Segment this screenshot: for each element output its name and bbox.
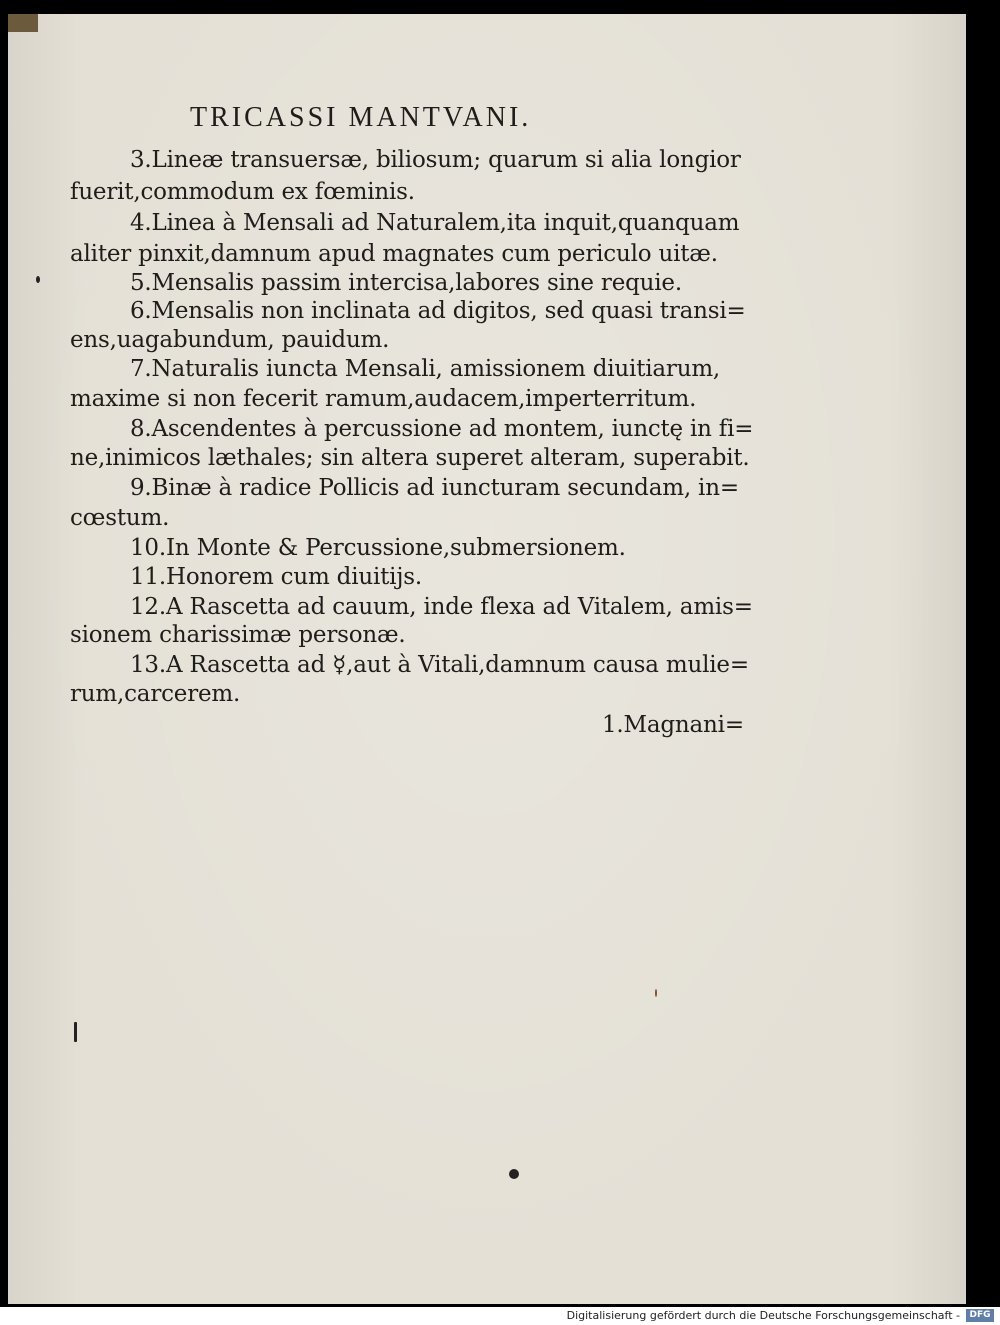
dfg-logo: DFG: [966, 1309, 994, 1322]
text-line-14: 10.In Monte & Percussione,submersionem.: [130, 535, 626, 561]
text-line-3: 4.Linea à Mensali ad Naturalem,ita inquit,quanquam: [130, 210, 740, 236]
text-line-11: ne,inimicos læthales; sin altera superet alteram, superabit.: [70, 445, 750, 471]
text-line-19: rum,carcerem.: [70, 681, 241, 707]
running-title: TRICASSI MANTVANI.: [190, 102, 532, 133]
ink-dot: [509, 1169, 519, 1179]
digitization-credit: Digitalisierung gefördert durch die Deutsche Forschungsgemeinschaft -: [566, 1309, 960, 1322]
text-line-9: maxime si non fecerit ramum,audacem,imperterritum.: [70, 386, 697, 412]
text-line-16: 12.A Rascetta ad cauum, inde flexa ad Vitalem, amis=: [130, 594, 753, 620]
text-line-2: fuerit,commodum ex fœminis.: [70, 179, 415, 205]
binding-edge: [8, 14, 38, 32]
text-line-5: 5.Mensalis passim intercisa,labores sine requie.: [130, 270, 682, 296]
ink-speck: [655, 989, 657, 997]
text-line-4: aliter pinxit,damnum apud magnates cum periculo uitæ.: [70, 241, 718, 267]
text-line-18: 13.A Rascetta ad ☿,aut à Vitali,damnum causa mulie=: [130, 652, 749, 678]
ink-speck: [74, 1022, 77, 1042]
text-line-1: 3.Lineæ transuersæ, biliosum; quarum si alia longior: [130, 147, 741, 173]
text-line-17: sionem charissimæ personæ.: [70, 622, 406, 648]
text-line-12: 9.Binæ à radice Pollicis ad iuncturam secundam, in=: [130, 475, 739, 501]
book-page: [8, 14, 966, 1304]
text-line-10: 8.Ascendentes à percussione ad montem, iunctę in fi=: [130, 416, 754, 442]
ink-speck: [36, 276, 40, 283]
text-line-8: 7.Naturalis iuncta Mensali, amissionem diuitiarum,: [130, 356, 721, 382]
text-line-15: 11.Honorem cum diuitijs.: [130, 564, 422, 590]
catchword: 1.Magnani=: [602, 712, 744, 738]
text-line-6: 6.Mensalis non inclinata ad digitos, sed quasi transi=: [130, 298, 746, 324]
text-line-7: ens,uagabundum, pauidum.: [70, 327, 390, 353]
text-line-13: cœstum.: [70, 505, 170, 531]
